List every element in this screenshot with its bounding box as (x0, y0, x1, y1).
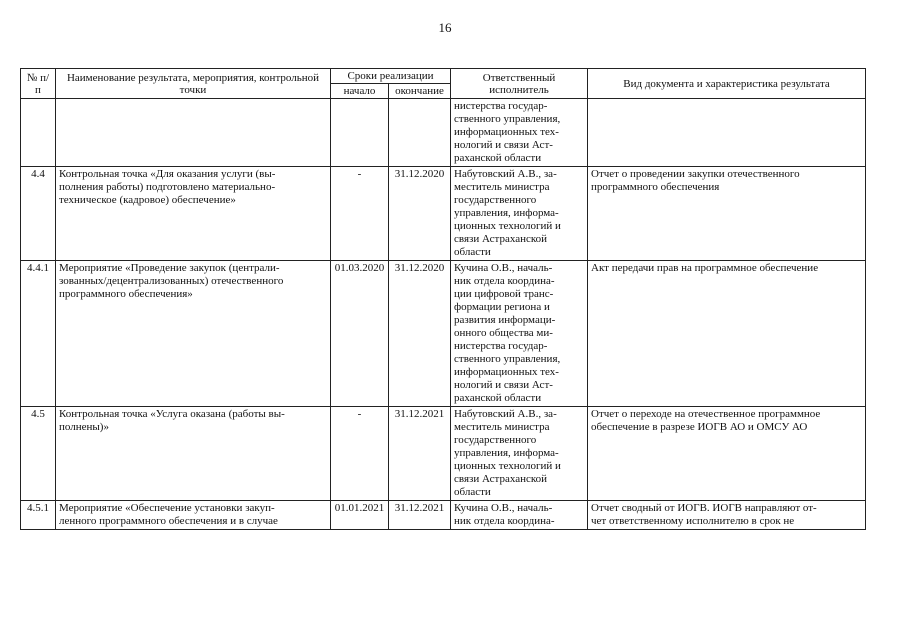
row-name (56, 99, 331, 167)
row-name: Контрольная точка «Услуга оказана (работы вы- полнены)» (56, 407, 331, 501)
header-num: № п/п (21, 69, 56, 99)
row-responsible: Набутовский А.В., за- меститель министра государственного управления, информа- ционных технологий и связи Астраханской области (451, 407, 588, 501)
row-end: 31.12.2021 (389, 501, 451, 530)
header-start: начало (331, 84, 389, 99)
row-start: 01.03.2020 (331, 261, 389, 407)
row-end: 31.12.2020 (389, 167, 451, 261)
row-start (331, 99, 389, 167)
table-row (21, 261, 866, 407)
row-start: - (331, 167, 389, 261)
table-row (21, 99, 866, 167)
row-end: 31.12.2021 (389, 407, 451, 501)
row-num: 4.4.1 (21, 261, 56, 407)
row-document: Отчет о проведении закупки отечественного программного обеспечения (588, 167, 866, 261)
row-num: 4.4 (21, 167, 56, 261)
row-start: - (331, 407, 389, 501)
row-end: 31.12.2020 (389, 261, 451, 407)
row-name: Мероприятие «Обеспечение установки закуп- ленного программного обеспечения и в случае (56, 501, 331, 530)
row-document: Отчет сводный от ИОГВ. ИОГВ направляют от- чет ответственному исполнителю в срок не (588, 501, 866, 530)
plan-table (20, 68, 866, 530)
row-responsible: Кучина О.В., началь- ник отдела координа- ции цифровой транс- формации региона и развития информаци- онного общества ми- нистерства государ- ственного управления, информационных тех- нологий и связи Аст- раханской области (451, 261, 588, 407)
header-row (21, 69, 866, 84)
row-responsible: нистерства государ- ственного управления, информационных тех- нологий и связи Аст- раханской области (451, 99, 588, 167)
row-end (389, 99, 451, 167)
header-document: Вид документа и характеристика результата (588, 69, 866, 99)
table-row (21, 167, 866, 261)
header-terms: Сроки реализации (331, 69, 451, 84)
row-document: Акт передачи прав на программное обеспечение (588, 261, 866, 407)
header-end: окончание (389, 84, 451, 99)
row-responsible: Кучина О.В., началь- ник отдела координа- (451, 501, 588, 530)
row-start: 01.01.2021 (331, 501, 389, 530)
row-num: 4.5.1 (21, 501, 56, 530)
row-num (21, 99, 56, 167)
table-row (21, 501, 866, 530)
row-document: Отчет о переходе на отечественное программное обеспечение в разрезе ИОГВ АО и ОМСУ АО (588, 407, 866, 501)
row-num: 4.5 (21, 407, 56, 501)
row-name: Мероприятие «Проведение закупок (централи- зованных/децентрализованных) отечественного программного обеспечения» (56, 261, 331, 407)
row-document (588, 99, 866, 167)
header-responsible: Ответственный исполнитель (451, 69, 588, 99)
row-name: Контрольная точка «Для оказания услуги (вы- полнения работы) подготовлено материально- техническое (кадровое) обеспечение» (56, 167, 331, 261)
table-row (21, 407, 866, 501)
row-responsible: Набутовский А.В., за- меститель министра государственного управления, информа- ционных технологий и связи Астраханской области (451, 167, 588, 261)
header-name: Наименование результата, мероприятия, контрольной точки (56, 69, 331, 99)
page-number: 16 (438, 20, 452, 35)
